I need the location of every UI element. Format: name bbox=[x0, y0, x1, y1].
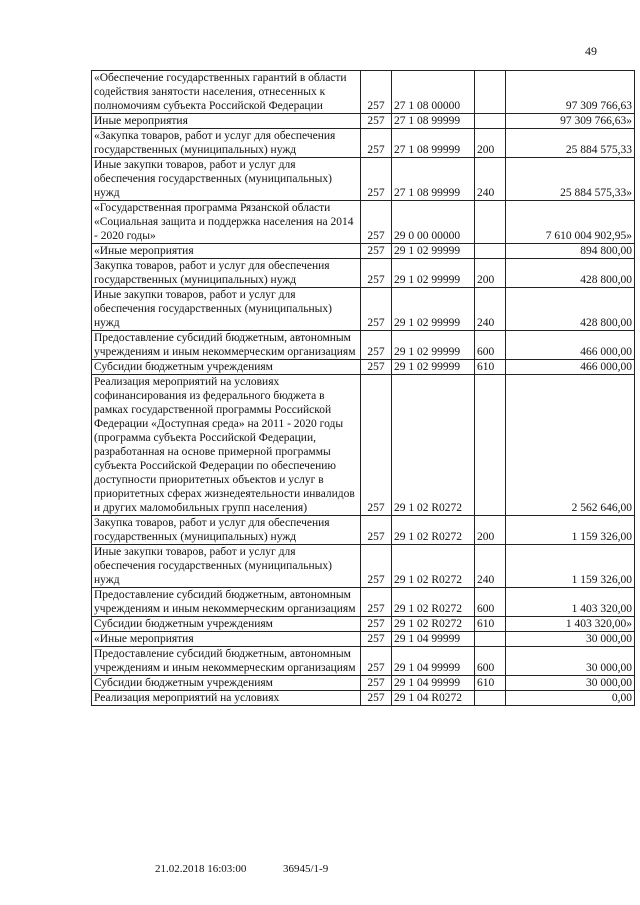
table-row bbox=[92, 545, 635, 588]
row-sum-cell: 97 309 766,63» bbox=[506, 114, 635, 129]
row-vr-cell: 240 bbox=[475, 158, 506, 201]
row-name-cell: Закупка товаров, работ и услуг для обеспечения государственных (муниципальных) нужд bbox=[92, 516, 361, 545]
row-sum-cell: 30 000,00 bbox=[506, 676, 635, 691]
table-row bbox=[92, 331, 635, 360]
row-sum-cell: 2 562 646,00 bbox=[506, 375, 635, 516]
row-csr-cell: 29 1 02 R0272 bbox=[392, 617, 475, 632]
table-row bbox=[92, 259, 635, 288]
row-code-cell: 257 bbox=[361, 691, 392, 706]
row-vr-cell: 600 bbox=[475, 588, 506, 617]
row-vr-cell bbox=[475, 244, 506, 259]
row-sum-cell: 894 800,00 bbox=[506, 244, 635, 259]
row-sum-cell: 25 884 575,33 bbox=[506, 129, 635, 158]
row-csr-cell: 29 0 00 00000 bbox=[392, 201, 475, 244]
row-vr-cell bbox=[475, 71, 506, 114]
row-csr-cell: 27 1 08 00000 bbox=[392, 71, 475, 114]
row-name-cell: «Иные мероприятия bbox=[92, 632, 361, 647]
table-row bbox=[92, 691, 635, 706]
row-name-cell: Закупка товаров, работ и услуг для обеспечения государственных (муниципальных) нужд bbox=[92, 259, 361, 288]
row-code-cell: 257 bbox=[361, 360, 392, 375]
page-number: 49 bbox=[585, 44, 597, 58]
row-csr-cell: 29 1 02 99999 bbox=[392, 259, 475, 288]
row-code-cell: 257 bbox=[361, 244, 392, 259]
row-name-cell: Иные закупки товаров, работ и услуг для обеспечения государственных (муниципальных) нужд bbox=[92, 288, 361, 331]
row-name-cell: Предоставление субсидий бюджетным, автономным учреждениям и иным некоммерческим организациям bbox=[92, 588, 361, 617]
budget-table-body bbox=[92, 71, 635, 706]
row-code-cell: 257 bbox=[361, 331, 392, 360]
row-name-cell: Предоставление субсидий бюджетным, автономным учреждениям и иным некоммерческим организациям bbox=[92, 647, 361, 676]
row-name-cell: «Закупка товаров, работ и услуг для обеспечения государственных (муниципальных) нужд bbox=[92, 129, 361, 158]
row-code-cell: 257 bbox=[361, 632, 392, 647]
row-code-cell: 257 bbox=[361, 114, 392, 129]
table-row bbox=[92, 632, 635, 647]
row-sum-cell: 97 309 766,63 bbox=[506, 71, 635, 114]
row-code-cell: 257 bbox=[361, 516, 392, 545]
row-sum-cell: 466 000,00 bbox=[506, 331, 635, 360]
footer-doc-number: 36945/1-9 bbox=[283, 863, 329, 875]
row-name-cell: Субсидии бюджетным учреждениям bbox=[92, 360, 361, 375]
table-row bbox=[92, 676, 635, 691]
row-csr-cell: 29 1 02 R0272 bbox=[392, 516, 475, 545]
row-code-cell: 257 bbox=[361, 647, 392, 676]
row-code-cell: 257 bbox=[361, 259, 392, 288]
row-vr-cell bbox=[475, 375, 506, 516]
row-name-cell: Иные закупки товаров, работ и услуг для обеспечения государственных (муниципальных) нужд bbox=[92, 545, 361, 588]
row-name-cell: «Обеспечение государственных гарантий в области содействия занятости населения, отнесенных к полномочиям субъекта Российской Федерации bbox=[92, 71, 361, 114]
row-code-cell: 257 bbox=[361, 617, 392, 632]
table-row bbox=[92, 647, 635, 676]
row-vr-cell bbox=[475, 632, 506, 647]
row-vr-cell: 610 bbox=[475, 676, 506, 691]
table-row bbox=[92, 588, 635, 617]
row-vr-cell: 240 bbox=[475, 288, 506, 331]
row-sum-cell: 30 000,00 bbox=[506, 647, 635, 676]
row-vr-cell: 200 bbox=[475, 259, 506, 288]
row-sum-cell: 30 000,00 bbox=[506, 632, 635, 647]
row-name-cell: Реализация мероприятий на условиях bbox=[92, 691, 361, 706]
table-row bbox=[92, 360, 635, 375]
row-csr-cell: 29 1 02 99999 bbox=[392, 331, 475, 360]
table-row bbox=[92, 71, 635, 114]
row-code-cell: 257 bbox=[361, 545, 392, 588]
table-row bbox=[92, 158, 635, 201]
row-csr-cell: 27 1 08 99999 bbox=[392, 129, 475, 158]
row-code-cell: 257 bbox=[361, 158, 392, 201]
row-csr-cell: 29 1 02 R0272 bbox=[392, 588, 475, 617]
row-vr-cell bbox=[475, 201, 506, 244]
budget-table bbox=[91, 70, 635, 706]
row-csr-cell: 29 1 02 R0272 bbox=[392, 375, 475, 516]
row-vr-cell bbox=[475, 114, 506, 129]
row-code-cell: 257 bbox=[361, 288, 392, 331]
row-vr-cell: 200 bbox=[475, 516, 506, 545]
row-vr-cell bbox=[475, 691, 506, 706]
row-vr-cell: 610 bbox=[475, 360, 506, 375]
row-vr-cell: 600 bbox=[475, 331, 506, 360]
row-csr-cell: 27 1 08 99999 bbox=[392, 158, 475, 201]
row-sum-cell: 25 884 575,33» bbox=[506, 158, 635, 201]
row-csr-cell: 29 1 02 99999 bbox=[392, 244, 475, 259]
row-sum-cell: 1 159 326,00 bbox=[506, 516, 635, 545]
table-row bbox=[92, 114, 635, 129]
row-sum-cell: 1 403 320,00 bbox=[506, 588, 635, 617]
row-name-cell: Субсидии бюджетным учреждениям bbox=[92, 676, 361, 691]
table-row bbox=[92, 617, 635, 632]
row-name-cell: Иные мероприятия bbox=[92, 114, 361, 129]
row-csr-cell: 29 1 02 R0272 bbox=[392, 545, 475, 588]
row-sum-cell: 0,00 bbox=[506, 691, 635, 706]
table-row bbox=[92, 516, 635, 545]
row-csr-cell: 29 1 02 99999 bbox=[392, 360, 475, 375]
row-csr-cell: 29 1 04 R0272 bbox=[392, 691, 475, 706]
row-code-cell: 257 bbox=[361, 71, 392, 114]
row-vr-cell: 610 bbox=[475, 617, 506, 632]
row-sum-cell: 1 159 326,00 bbox=[506, 545, 635, 588]
row-csr-cell: 29 1 04 99999 bbox=[392, 632, 475, 647]
row-csr-cell: 29 1 04 99999 bbox=[392, 647, 475, 676]
table-row bbox=[92, 375, 635, 516]
row-code-cell: 257 bbox=[361, 588, 392, 617]
row-name-cell: Предоставление субсидий бюджетным, автономным учреждениям и иным некоммерческим организациям bbox=[92, 331, 361, 360]
row-csr-cell: 29 1 02 99999 bbox=[392, 288, 475, 331]
row-vr-cell: 200 bbox=[475, 129, 506, 158]
row-name-cell: «Государственная программа Рязанской области «Социальная защита и поддержка населения на 2014 - 2020 годы» bbox=[92, 201, 361, 244]
row-code-cell: 257 bbox=[361, 676, 392, 691]
row-name-cell: Субсидии бюджетным учреждениям bbox=[92, 617, 361, 632]
row-code-cell: 257 bbox=[361, 375, 392, 516]
row-sum-cell: 1 403 320,00» bbox=[506, 617, 635, 632]
row-sum-cell: 466 000,00 bbox=[506, 360, 635, 375]
row-name-cell: Реализация мероприятий на условиях софинансирования из федерального бюджета в рамках государственной программы Российской Федерации «Доступная среда» на 2011 - 2020 годы (программа субъекта Российской Федерации, разработанная на основе примерной программы субъекта Российской Федерации по обеспечению доступности приоритетных объектов и услуг в приоритетных сферах жизнедеятельности инвалидов и других маломобильных групп населения) bbox=[92, 375, 361, 516]
row-name-cell: Иные закупки товаров, работ и услуг для обеспечения государственных (муниципальных) нужд bbox=[92, 158, 361, 201]
table-row bbox=[92, 288, 635, 331]
table-row bbox=[92, 201, 635, 244]
row-sum-cell: 428 800,00 bbox=[506, 259, 635, 288]
footer-datetime: 21.02.2018 16:03:00 bbox=[155, 863, 247, 875]
row-vr-cell: 240 bbox=[475, 545, 506, 588]
table-row bbox=[92, 129, 635, 158]
row-code-cell: 257 bbox=[361, 129, 392, 158]
row-vr-cell: 600 bbox=[475, 647, 506, 676]
row-code-cell: 257 bbox=[361, 201, 392, 244]
table-row bbox=[92, 244, 635, 259]
row-sum-cell: 7 610 004 902,95» bbox=[506, 201, 635, 244]
row-csr-cell: 27 1 08 99999 bbox=[392, 114, 475, 129]
row-sum-cell: 428 800,00 bbox=[506, 288, 635, 331]
row-csr-cell: 29 1 04 99999 bbox=[392, 676, 475, 691]
row-name-cell: «Иные мероприятия bbox=[92, 244, 361, 259]
